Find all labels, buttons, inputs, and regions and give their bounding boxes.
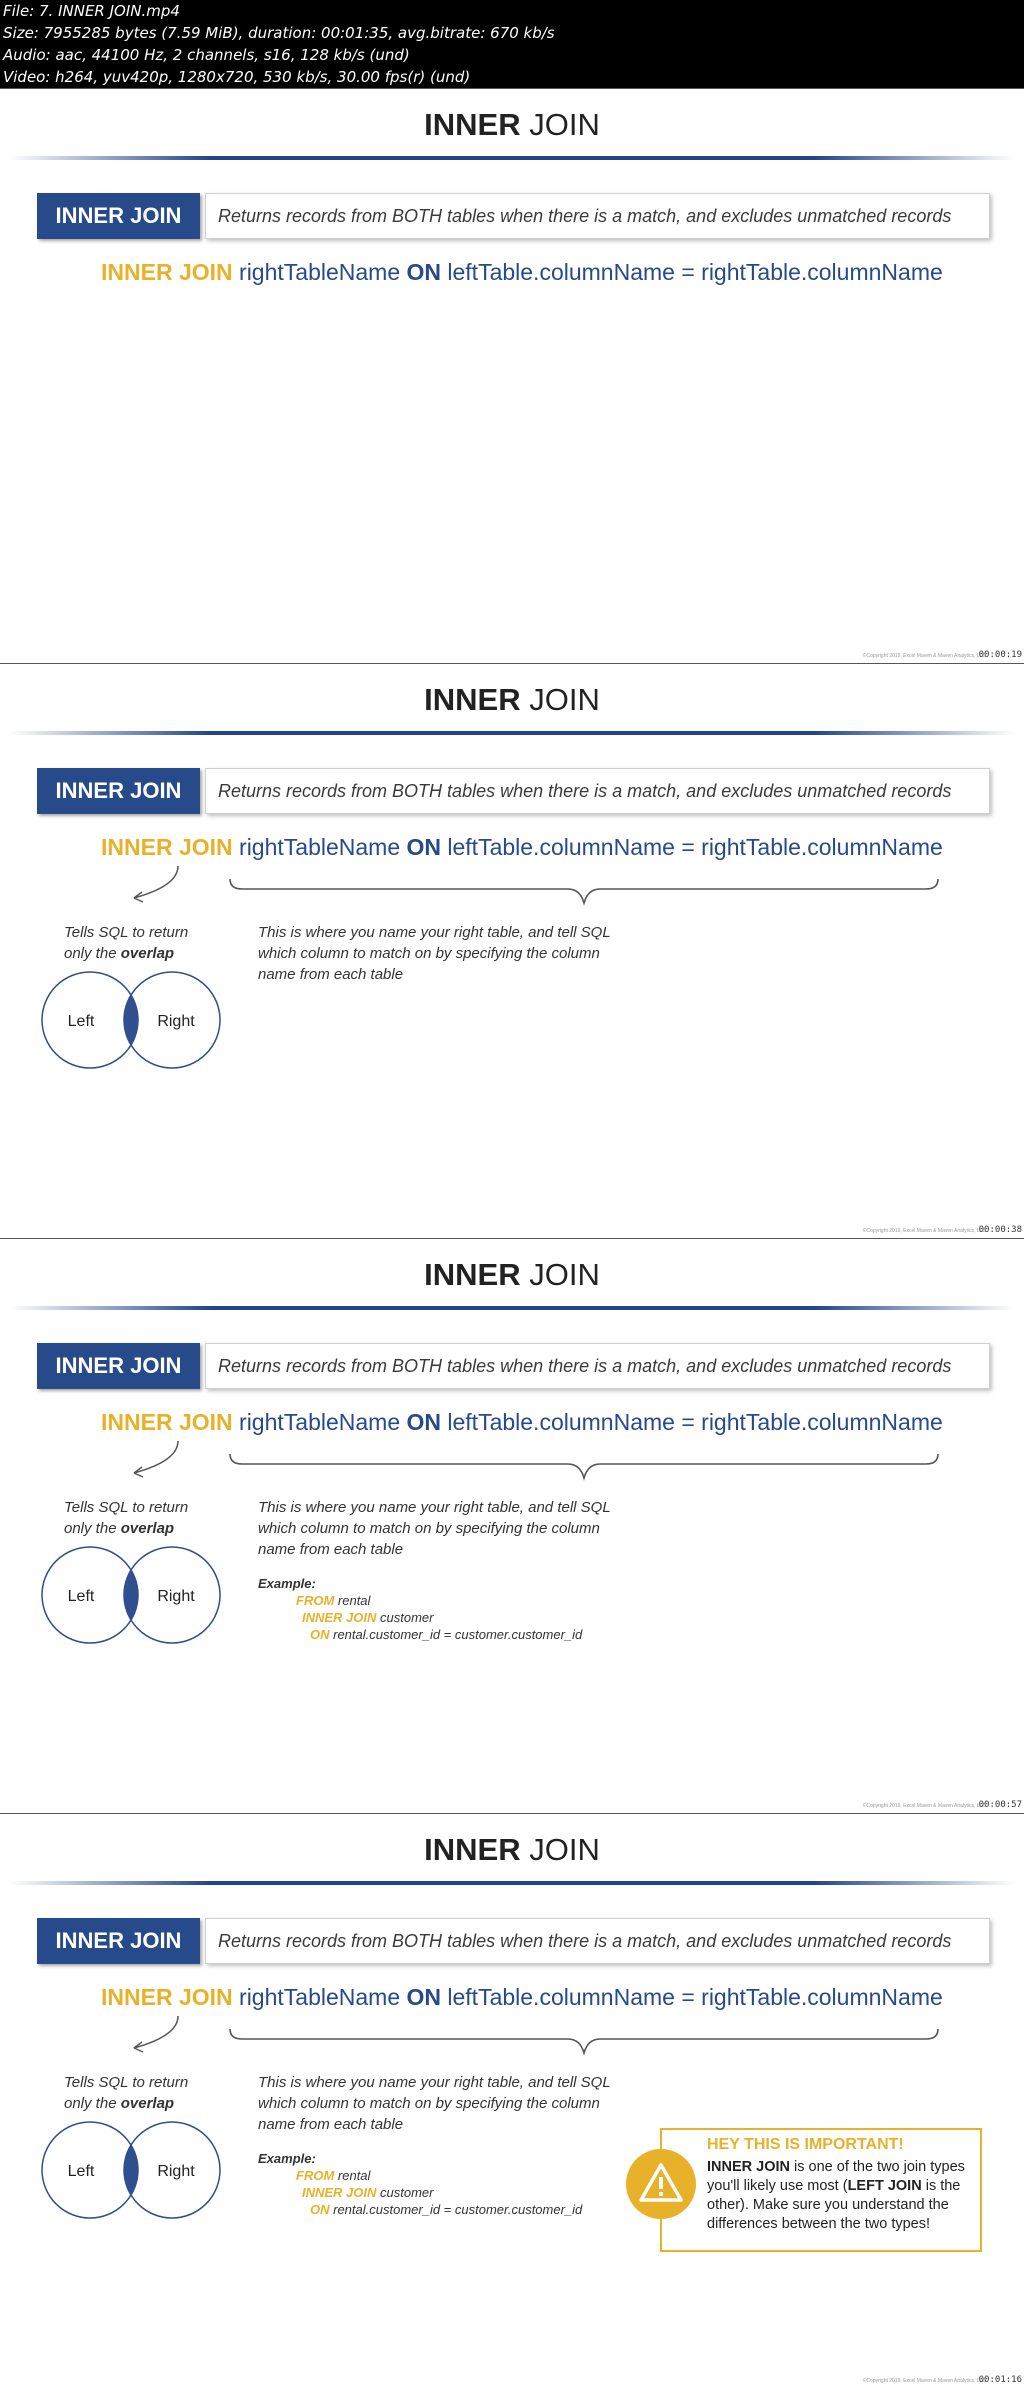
syntax-line: INNER JOIN rightTableName ON leftTable.columnName = rightTable.columnName (101, 1409, 943, 1435)
frame-timestamp: 00:00:38 (978, 1225, 1022, 1235)
frame-timestamp: 00:00:19 (978, 650, 1022, 660)
frame-timestamp: 00:00:57 (978, 1800, 1022, 1810)
curved-arrow-icon (112, 864, 192, 924)
tells-sql-note: Tells SQL to return only the overlap (64, 924, 189, 962)
inner-join-label-box: INNER JOIN (37, 193, 200, 239)
title-rule (10, 1306, 1014, 1310)
title-rule (10, 156, 1014, 160)
syntax-line: INNER JOIN rightTableName ON leftTable.columnName = rightTable.columnName (101, 1984, 943, 2010)
info-video: Video: h264, yuv420p, 1280x720, 530 kb/s, 30.00 fps(r) (und) (3, 68, 471, 86)
curly-brace-icon (228, 1452, 940, 1482)
sql-example: Example: FROM rental INNER JOIN customer ON rental.customer_id = customer.customer_id (258, 1576, 583, 1642)
venn-left-label: Left (67, 1588, 95, 1605)
info-file: File: 7. INNER JOIN.mp4 (3, 2, 180, 20)
copyright: ©Copyright 2019, Excel Maven & Maven Analytics, LLC (862, 2378, 986, 2384)
copyright: ©Copyright 2019, Excel Maven & Maven Analytics, LLC (862, 653, 986, 659)
right-table-explanation: This is where you name your right table, and tell SQL which column to match on by specifying the column name from each table (258, 2074, 611, 2133)
tells-sql-note: Tells SQL to return only the overlap (64, 1499, 189, 1537)
warning-icon (626, 2149, 696, 2219)
slide-frame-1 (0, 88, 1024, 663)
curved-arrow-icon (112, 2014, 192, 2074)
description-box: Returns records from BOTH tables when there is a match, and excludes unmatched records (205, 193, 990, 239)
description-box: Returns records from BOTH tables when there is a match, and excludes unmatched records (205, 768, 990, 814)
slide-frame-3 (0, 1238, 1024, 1813)
copyright: ©Copyright 2019, Excel Maven & Maven Analytics, LLC (862, 1803, 986, 1809)
right-table-explanation: This is where you name your right table, and tell SQL which column to match on by specifying the column name from each table (258, 1499, 611, 1558)
curly-brace-icon (228, 2027, 940, 2057)
video-info-header (0, 0, 1024, 88)
venn-diagram (36, 968, 226, 1072)
venn-right-label: Right (157, 1588, 195, 1605)
syntax-line: INNER JOIN rightTableName ON leftTable.columnName = rightTable.columnName (101, 259, 943, 285)
description-box: Returns records from BOTH tables when there is a match, and excludes unmatched records (205, 1343, 990, 1389)
slide-title: INNER JOIN (424, 1257, 600, 1292)
curly-brace-icon (228, 877, 940, 907)
venn-right-label: Right (157, 1013, 195, 1030)
venn-left-label: Left (67, 1013, 95, 1030)
venn-diagram (36, 2118, 226, 2222)
venn-left-label: Left (67, 2163, 95, 2180)
slide-title: INNER JOIN (424, 682, 600, 717)
slide-frame-4 (0, 1813, 1024, 2388)
important-title: HEY THIS IS IMPORTANT! (707, 2136, 904, 2153)
slide-title: INNER JOIN (424, 107, 600, 142)
venn-diagram (36, 1543, 226, 1647)
title-rule (10, 1881, 1014, 1885)
inner-join-label-box: INNER JOIN (37, 768, 200, 814)
copyright: ©Copyright 2019, Excel Maven & Maven Analytics, LLC (862, 1228, 986, 1234)
right-table-explanation: This is where you name your right table, and tell SQL which column to match on by specifying the column name from each table (258, 924, 611, 983)
tells-sql-note: Tells SQL to return only the overlap (64, 2074, 189, 2112)
curved-arrow-icon (112, 1439, 192, 1499)
venn-right-label: Right (157, 2163, 195, 2180)
slide-frame-2 (0, 663, 1024, 1238)
slide-title: INNER JOIN (424, 1832, 600, 1867)
syntax-line: INNER JOIN rightTableName ON leftTable.columnName = rightTable.columnName (101, 834, 943, 860)
title-rule (10, 731, 1014, 735)
info-size: Size: 7955285 bytes (7.59 MiB), duration: 00:01:35, avg.bitrate: 670 kb/s (3, 24, 555, 42)
sql-example: Example: FROM rental INNER JOIN customer ON rental.customer_id = customer.customer_id (258, 2151, 583, 2217)
info-audio: Audio: aac, 44100 Hz, 2 channels, s16, 128 kb/s (und) (3, 46, 410, 64)
important-text: INNER JOIN is one of the two join types you'll likely use most (LEFT JOIN is the other). Make sure you understand the differences between the two types! (707, 2159, 965, 2232)
inner-join-label-box: INNER JOIN (37, 1918, 200, 1964)
description-box: Returns records from BOTH tables when there is a match, and excludes unmatched records (205, 1918, 990, 1964)
inner-join-label-box: INNER JOIN (37, 1343, 200, 1389)
frame-timestamp: 00:01:16 (978, 2375, 1022, 2385)
